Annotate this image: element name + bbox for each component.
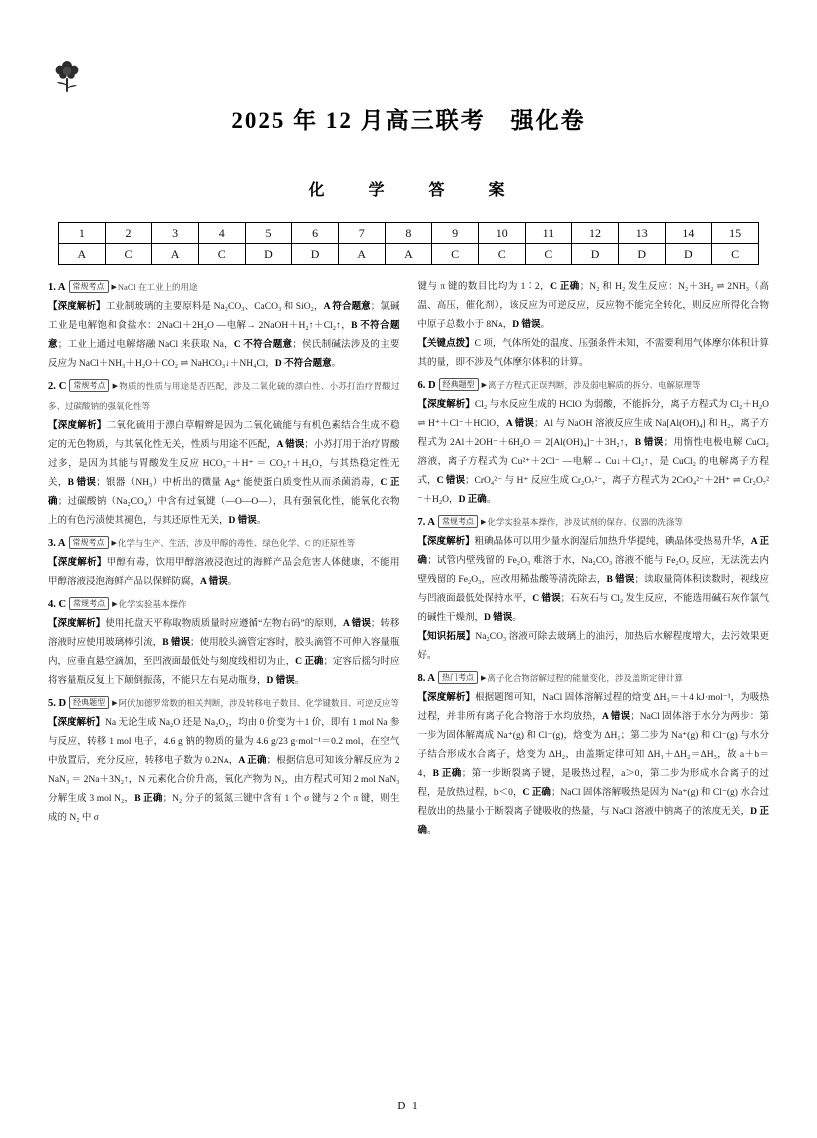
answer-table [58, 222, 759, 265]
question-number-cell: 15 [712, 223, 759, 244]
topic-tag: 常规考点 [69, 536, 109, 549]
answer-letter-cell: A [338, 244, 385, 265]
answer-item [48, 278, 400, 374]
triangle-bullet-icon: ▶ [111, 283, 117, 291]
topic-tag: 常规考点 [69, 597, 109, 610]
page-number: D 1 [397, 1100, 420, 1112]
topic-tag: 常规考点 [69, 379, 109, 392]
subject-heading: 化 学 答 案 [308, 182, 509, 199]
triangle-bullet-icon: ▶ [481, 381, 487, 389]
explanation-paragraph: 【深度解析】工业制玻璃的主要原料是 Na₂CO₃、CaCO₃ 和 SiO₂，A 符合题意；氯碱工业是电解饱和食盐水：2NaCl＋2H₂O —电解→ 2NaOH＋H₂↑＋Cl₂↑，B 不符合题意；工业上通过电解熔融 NaCl 来获取 Na，C 不符合题意；侯氏制碱法涉及的主要反应为 NaCl＋NH₃＋H₂O＋CO₂ ⇌ NaHCO₃↓＋NH₄Cl，D 不符合题意。 [48, 302, 400, 369]
answer-table-letter-row [59, 244, 759, 265]
triangle-bullet-icon: ▶ [112, 382, 119, 390]
answer-letter-cell: C [198, 244, 245, 265]
item-intro: 化学与生产、生活，涉及甲醇的毒性、绿色化学、C 的还原性等 [117, 538, 356, 548]
item-heading [48, 534, 400, 554]
answer-item [48, 534, 400, 592]
answer-letter-cell: D [245, 244, 292, 265]
answer-item [48, 377, 400, 531]
item-number-answer: 6. D [417, 380, 436, 391]
item-intro: 离子方程式正误判断，涉及弱电解质的拆分、电解原理等 [487, 380, 701, 390]
right-column [418, 278, 770, 844]
answer-letter-cell: A [385, 244, 432, 265]
answer-item [418, 376, 770, 510]
answer-letter-cell: A [152, 244, 199, 265]
topic-tag: 经典题型 [439, 378, 479, 391]
item-number-answer: 4. C [48, 599, 67, 610]
item-number-answer: 7. A [417, 517, 436, 528]
explanation-paragraph: 【深度解析】粗碘晶体可以用少量水润湿后加热升华提纯，碘晶体受热易升华，A 正确；试管内壁残留的 Fe₂O₃ 难溶于水，Na₂CO₃ 溶液不能与 Fe₂O₃ 反应，无法洗去内壁残留的 Fe₂O₃，应改用稀盐酸等清洗除去，B 错误；读取量筒体积读数时，视线应与凹液面最低处保持水平，C 错误；石灰石与 Cl₂ 发生反应，不能选用碱石灰作氯气的碱性干燥剂，D 错误。 [417, 537, 769, 623]
answer-letter-cell: D [292, 244, 339, 265]
explanation-paragraph: 【深度解析】根据题图可知，NaCl 固体溶解过程的焓变 ΔH₃＝＋4 kJ·mol⁻¹，为吸热过程，并非所有离子化合物溶于水均放热，A 错误；NaCl 固体溶于水分为两步：第一步为固体解离成 Na⁺(g) 和 Cl⁻(g)，焓变为 ΔH₁；第二步为 Na⁺(g) 和 Cl⁻(g) 与水分子结合形成水合离子，焓变为 ΔH₂，由盖斯定律可知 ΔH₁＋ΔH₂＝ΔH₃，故 a＋b＝4，B 正确；第一步断裂离子键，是吸热过程，a＞0，第二步为形成水合离子的过程，是放热过程，b＜0，C 正确；NaCl 固体溶解吸热是因为 Na⁺(g) 和 Cl⁻(g) 水合过程放出的热量小于断裂离子键吸收的热量，与 NaCl 溶液中钠离子的浓度无关，D 正确。 [417, 693, 769, 836]
question-number-cell: 2 [105, 223, 152, 244]
question-number-cell: 12 [572, 223, 619, 244]
question-number-cell: 4 [198, 223, 245, 244]
question-number-cell: 7 [338, 223, 385, 244]
question-number-cell: 8 [385, 223, 432, 244]
question-number-cell: 10 [478, 223, 525, 244]
question-number-cell: 14 [665, 223, 712, 244]
item-heading [418, 376, 770, 396]
answer-letter-cell: C [525, 244, 572, 265]
explanation-paragraph: 【深度解析】Cl₂ 与水反应生成的 HClO 为弱酸，不能拆分，离子方程式为 Cl₂＋H₂O ⇌ H⁺＋Cl⁻＋HClO，A 错误；Al 与 NaOH 溶液反应生成 Na[Al(OH)₄] 和 H₂，离子方程式为 2Al＋2OH⁻＋6H₂O ＝ 2[Al(OH)₄]⁻＋3H₂↑，B 错误；用惰性电极电解 CuCl₂ 溶液，离子方程式为 Cu²⁺＋2Cl⁻ —电解→ Cu↓＋Cl₂↑，是 CuCl₂ 的电解离子方程式，C 错误；CrO₄²⁻ 与 H⁺ 反应生成 Cr₂O₇²⁻，离子方程式为 2CrO₄²⁻＋2H⁺ ⇌ Cr₂O₇²⁻＋H₂O，D 正确。 [417, 400, 769, 505]
item-number-answer: 8. A [417, 673, 436, 684]
answer-item [48, 595, 400, 691]
answer-item [418, 513, 770, 666]
explanation-paragraph: 【知识拓展】Na₂CO₃ 溶液可除去玻璃上的油污，加热后水解程度增大，去污效果更好。 [417, 632, 769, 661]
item-intro: 化学实验基本操作，涉及试剂的保存、仪器的洗涤等 [487, 517, 683, 527]
item-heading [48, 694, 400, 714]
question-number-cell: 5 [245, 223, 292, 244]
explanation-paragraph: 【深度解析】使用托盘天平称取物质质量时应遵循“左物右码”的原则，A 错误；转移溶液时应使用玻璃棒引流，B 错误；使用胶头滴管定容时，胶头滴管不可伸入容量瓶内，应垂直悬空滴加，至凹液面最低处与刻度线相切为止，C 正确；定容后摇匀时应将容量瓶反复上下颠倒振荡，不能只左右晃动瓶身，D 错误。 [48, 619, 400, 686]
answer-letter-cell: C [432, 244, 479, 265]
answer-key-section [0, 222, 817, 265]
question-number-cell: 1 [59, 223, 106, 244]
explanation-paragraph: 【深度解析】Na 无论生成 Na₂O 还是 Na₂O₂，均由 0 价变为＋1 价，即有 1 mol Na 参与反应，转移 1 mol 电子，4.6 g 钠的物质的量为 4.6 g/23 g·mol⁻¹＝0.2 mol，在空气中放置后，充分反应，转移电子数为 0.2Nᴀ，A 正确；根据信息可知该分解反应为 2NaN₃ ＝ 2Na＋3N₂↑，N 元素化合价升高，氧化产物为 N₂，由方程式可知 2 mol NaN₃ 分解生成 3 mol N₂，B 正确；N₂ 分子的氮氮三键中含有 1 个 σ 键与 2 个 π 键，则生成的 N₂ 中 σ [48, 718, 400, 823]
item-intro: NaCl 在工业上的用途 [117, 282, 198, 292]
question-number-cell: 6 [292, 223, 339, 244]
item-number-answer: 3. A [48, 538, 66, 549]
triangle-bullet-icon: ▶ [481, 518, 487, 526]
item-heading [48, 595, 400, 615]
item-intro: 化学实验基本操作 [118, 599, 187, 609]
topic-tag: 常规考点 [438, 515, 478, 528]
explanation-paragraph: 【关键点拨】C 项，气体所处的温度、压强条件未知，不需要利用气体摩尔体积计算其的量，即不涉及气体摩尔体积的计算。 [417, 339, 769, 368]
answer-item [418, 669, 770, 841]
answer-item-continuation [418, 278, 770, 373]
topic-tag: 经典题型 [69, 696, 109, 709]
item-heading [48, 278, 400, 298]
answer-letter-cell: D [572, 244, 619, 265]
page-title: 2025 年 12 月高三联考 强化卷 [231, 108, 586, 133]
answer-letter-cell: D [665, 244, 712, 265]
triangle-bullet-icon: ▶ [481, 674, 487, 682]
item-intro: 物质的性质与用途是否匹配，涉及二氧化硫的漂白性、小苏打治疗胃酸过多、过碳酸钠的强氧化性等 [48, 381, 400, 411]
question-number-cell: 3 [152, 223, 199, 244]
question-number-cell: 9 [432, 223, 479, 244]
triangle-bullet-icon: ▶ [112, 699, 118, 707]
answer-letter-cell: C [478, 244, 525, 265]
item-intro: 离子化合物溶解过程的能量变化，涉及盖斯定律计算 [487, 673, 683, 683]
question-number-cell: 13 [618, 223, 665, 244]
explanation-paragraph: 【深度解析】甲醇有毒，饮用甲醇溶液浸泡过的海鲜产品会危害人体健康，不能用甲醇溶液浸泡海鲜产品以保鲜防腐，A 错误。 [48, 558, 400, 587]
answer-item [48, 694, 400, 828]
topic-tag: 常规考点 [69, 280, 109, 293]
triangle-bullet-icon: ▶ [112, 600, 118, 608]
item-number-answer: 2. C [48, 381, 67, 392]
answer-letter-cell: C [105, 244, 152, 265]
item-heading [418, 669, 770, 689]
item-number-answer: 1. A [48, 282, 66, 293]
publisher-logo-icon [52, 58, 82, 96]
explanation-paragraph: 【深度解析】二氧化硫用于漂白草帽辫是因为二氧化硫能与有机色素结合生成不稳定的无色物质，与其氧化性无关，性质与用途不匹配，A 错误；小苏打用于治疗胃酸过多，是因为其能与胃酸发生反应 HCO₃⁻＋H⁺ ＝ CO₂↑＋H₂O，与其热稳定性无关，B 错误；银器（NH₃）中析出的微量 Ag⁺ 能使蛋白质变性从而杀菌消毒，C 正确；过碳酸钠（Na₂CO₄）中含有过氧键（—O—O—），具有强氧化性，能氧化衣物上的有色污渍使其褪色，与其还原性无关，D 错误。 [48, 421, 400, 526]
answer-letter-cell: D [618, 244, 665, 265]
item-number-answer: 5. D [48, 698, 67, 709]
answer-letter-cell: A [59, 244, 106, 265]
question-number-cell: 11 [525, 223, 572, 244]
triangle-bullet-icon: ▶ [111, 539, 117, 547]
answer-table-number-row [59, 223, 759, 244]
item-heading [418, 513, 770, 533]
item-heading [48, 377, 400, 417]
answer-letter-cell: C [712, 244, 759, 265]
explanation-paragraph: 键与 π 键的数目比均为 1∶2，C 正确；N₂ 和 H₂ 发生反应：N₂＋3H₂ ⇌ 2NH₃（高温、高压，催化剂），该反应为可逆反应，反应物不能完全转化，则反应所得化合物中原子总数小于 8Nᴀ，D 错误。 [417, 282, 769, 330]
item-intro: 阿伏加德罗常数的相关判断，涉及转移电子数目、化学键数目、可逆反应等 [118, 698, 399, 708]
topic-tag: 热门考点 [438, 671, 478, 684]
explanations-body [0, 278, 817, 844]
left-column [48, 278, 400, 844]
